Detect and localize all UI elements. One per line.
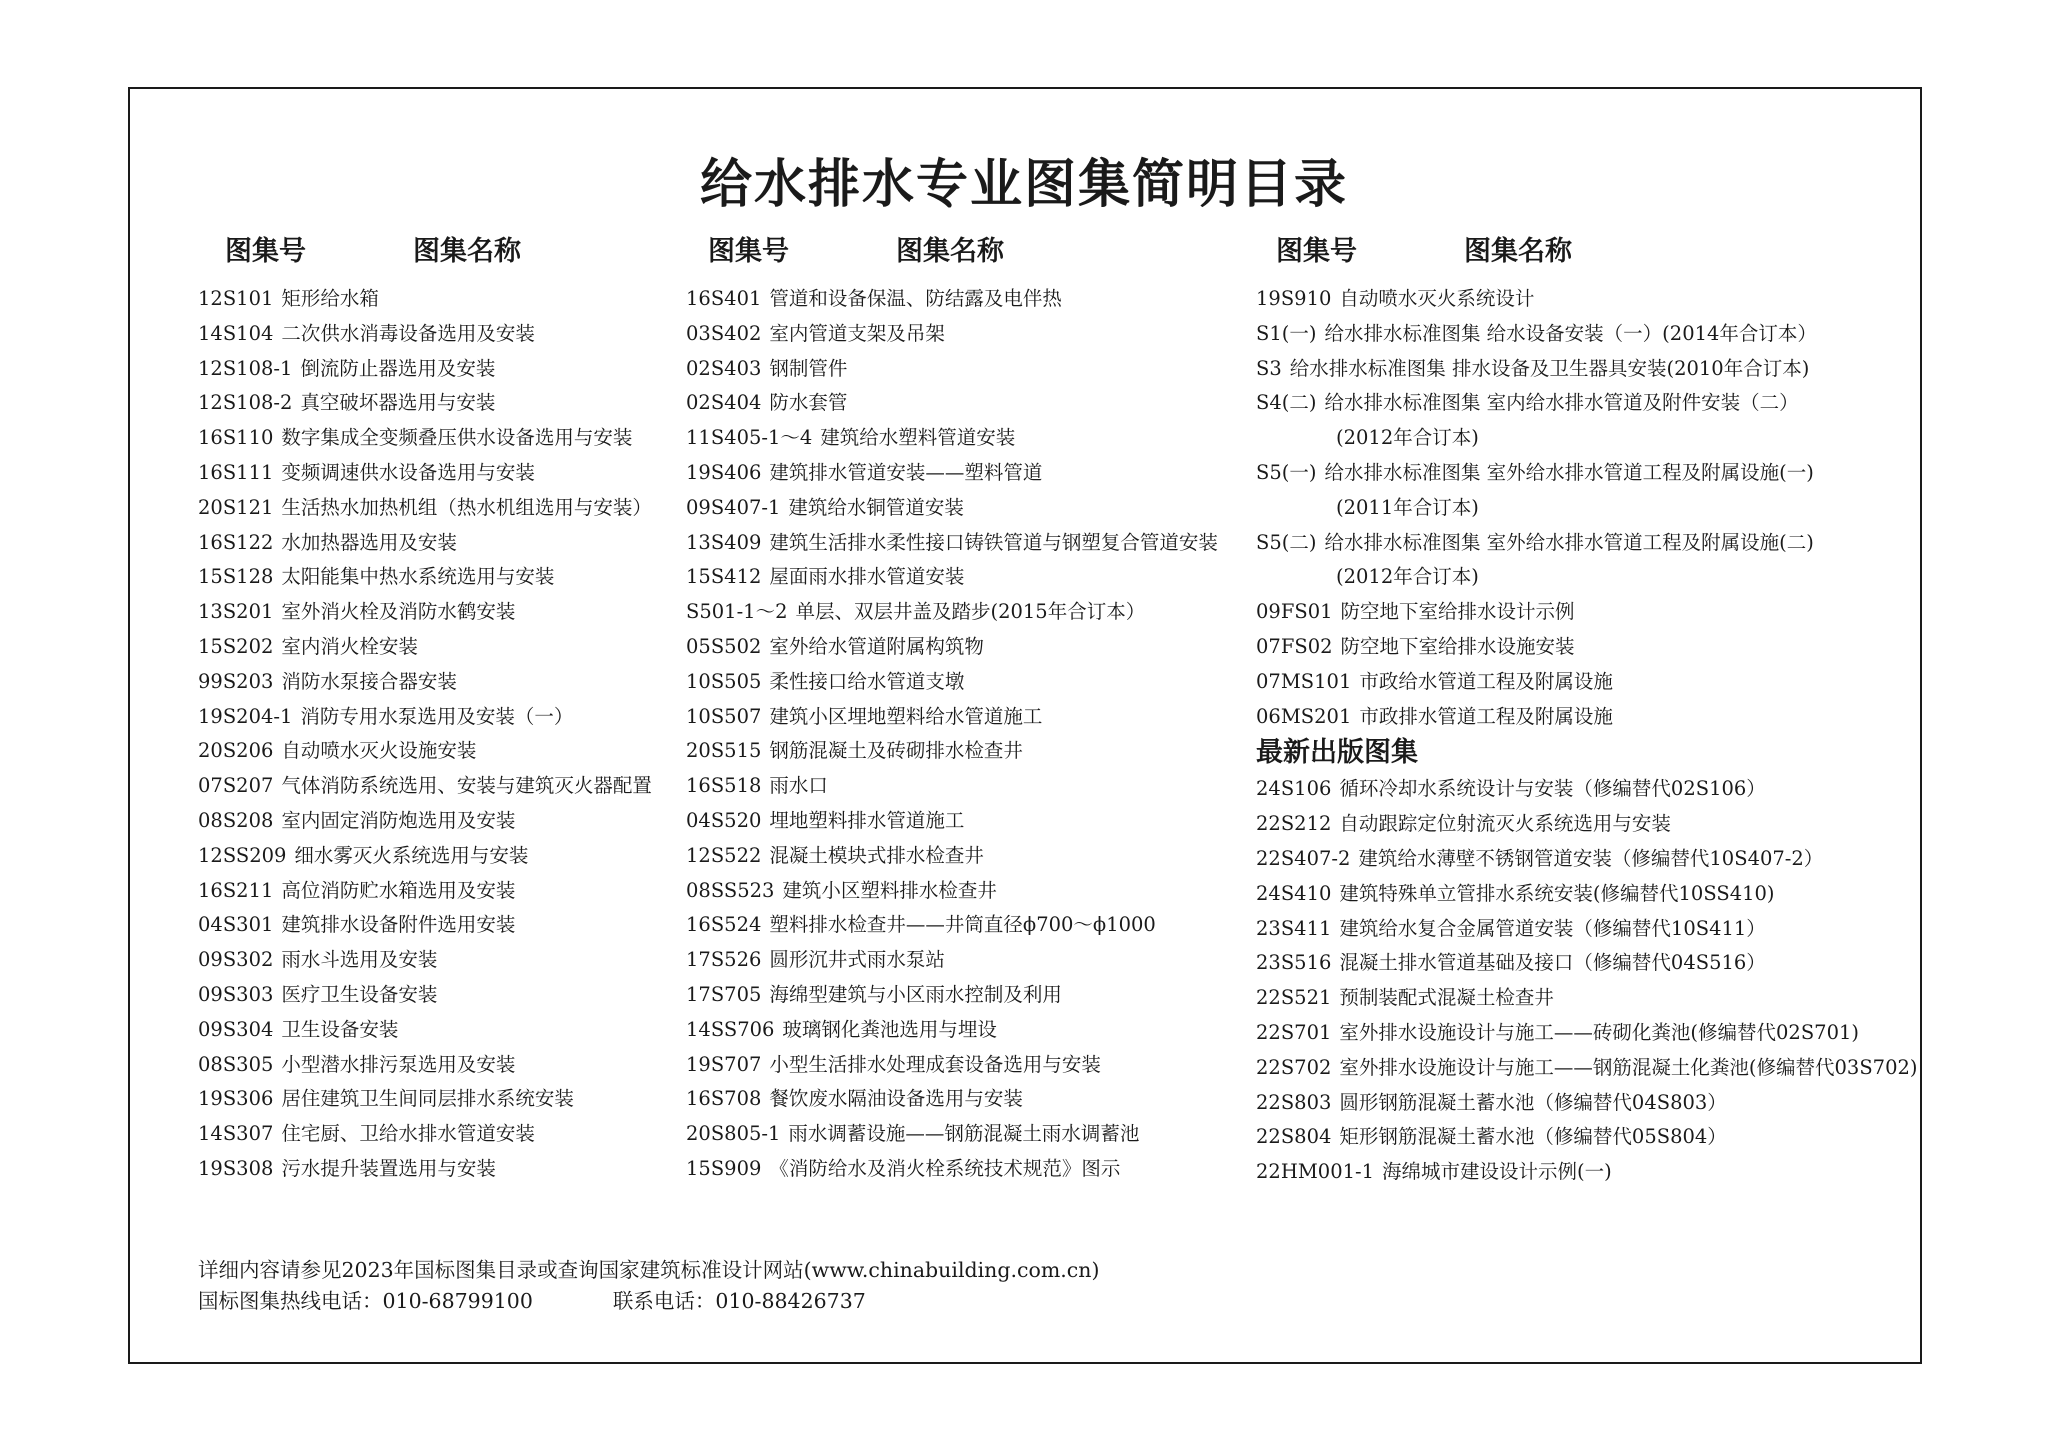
list-item bbox=[1256, 1155, 1918, 1190]
catalog-list bbox=[686, 282, 1218, 1187]
atlas-code: 16S211 bbox=[198, 878, 274, 902]
atlas-code: 22HM001-1 bbox=[1256, 1160, 1374, 1184]
atlas-code: 19S406 bbox=[686, 460, 762, 484]
list-item bbox=[686, 839, 1218, 874]
atlas-code: S5(一) bbox=[1256, 460, 1317, 484]
atlas-code: 19S707 bbox=[686, 1052, 762, 1076]
atlas-code: 16S110 bbox=[198, 426, 274, 450]
atlas-name: 高位消防贮水箱选用及安装 bbox=[281, 878, 516, 902]
footer-note: 详细内容请参见2023年国标图集目录或查询国家建筑标准设计网站(www.chinabuilding.com.cn) bbox=[198, 1258, 1100, 1282]
atlas-name: 给水排水标准图集 排水设备及卫生器具安装(2010年合订本) bbox=[1289, 356, 1810, 380]
atlas-name: 防空地下室给排水设计示例 bbox=[1340, 600, 1575, 624]
atlas-name: 卫生设备安装 bbox=[281, 1017, 399, 1041]
list-item bbox=[198, 978, 652, 1013]
atlas-name: 水加热器选用及安装 bbox=[281, 530, 457, 554]
atlas-name: 室内固定消防炮选用及安装 bbox=[281, 808, 516, 832]
atlas-name: 雨水斗选用及安装 bbox=[281, 948, 438, 972]
atlas-code: 10S507 bbox=[686, 704, 762, 728]
atlas-name: 室外给水管道附属构筑物 bbox=[769, 634, 984, 658]
list-item bbox=[1256, 560, 1918, 595]
list-item bbox=[686, 769, 1218, 804]
list-item bbox=[198, 943, 652, 978]
list-item bbox=[686, 456, 1218, 491]
atlas-name: 居住建筑卫生间同层排水系统安装 bbox=[281, 1087, 574, 1111]
atlas-name: 埋地塑料排水管道施工 bbox=[769, 808, 965, 832]
list-item bbox=[686, 1048, 1218, 1083]
atlas-code: 02S404 bbox=[686, 391, 762, 415]
atlas-code: 16S708 bbox=[686, 1087, 762, 1111]
atlas-code: 13S409 bbox=[686, 530, 762, 554]
list-item bbox=[1256, 352, 1918, 387]
list-item bbox=[686, 1117, 1218, 1152]
atlas-name: 建筑排水设备附件选用安装 bbox=[281, 913, 516, 937]
header-name-label: 图集名称 bbox=[413, 236, 521, 267]
atlas-code: 09S407-1 bbox=[686, 495, 781, 519]
new-publications-heading: 最新出版图集 bbox=[1256, 737, 1418, 769]
atlas-code: 23S516 bbox=[1256, 951, 1332, 975]
list-item bbox=[686, 560, 1218, 595]
atlas-code: 07MS101 bbox=[1256, 669, 1352, 693]
atlas-name: 变频调速供水设备选用与安装 bbox=[281, 460, 535, 484]
atlas-code: 03S402 bbox=[686, 321, 762, 345]
list-item bbox=[686, 491, 1218, 526]
atlas-name: 钢筋混凝土及砖砌排水检查井 bbox=[769, 739, 1023, 763]
atlas-name: 住宅厨、卫给水排水管道安装 bbox=[281, 1122, 535, 1146]
atlas-code: 09S302 bbox=[198, 948, 274, 972]
catalog-column-3 bbox=[1256, 232, 1918, 1190]
list-item bbox=[686, 734, 1218, 769]
atlas-code: S3 bbox=[1256, 356, 1282, 380]
catalog-list bbox=[198, 282, 652, 1187]
atlas-name: 建筑给水铜管道安装 bbox=[788, 495, 964, 519]
atlas-name: 建筑排水管道安装——塑料管道 bbox=[769, 460, 1043, 484]
atlas-name: 建筑给水塑料管道安装 bbox=[820, 426, 1016, 450]
atlas-name: 室外排水设施设计与施工——钢筋混凝土化粪池(修编替代03S702) bbox=[1339, 1055, 1918, 1079]
list-item bbox=[686, 526, 1218, 561]
list-item bbox=[198, 352, 652, 387]
atlas-code: 16S518 bbox=[686, 774, 762, 798]
atlas-code: 13S201 bbox=[198, 600, 274, 624]
atlas-name: 管道和设备保温、防结露及电伴热 bbox=[769, 287, 1062, 310]
atlas-code: 07S207 bbox=[198, 774, 274, 798]
atlas-name: (2011年合订本) bbox=[1336, 495, 1479, 519]
list-item bbox=[1256, 456, 1918, 491]
atlas-name: 雨水调蓄设施——钢筋混凝土雨水调蓄池 bbox=[788, 1122, 1140, 1146]
list-item bbox=[198, 526, 652, 561]
atlas-code: 11S405-1～4 bbox=[686, 426, 813, 450]
list-item bbox=[1256, 526, 1918, 561]
atlas-code: 22S407-2 bbox=[1256, 846, 1351, 870]
catalog-column-1 bbox=[198, 232, 652, 1187]
atlas-code: S501-1～2 bbox=[686, 600, 788, 624]
list-item bbox=[198, 874, 652, 909]
atlas-name: 室内消火栓安装 bbox=[281, 634, 418, 658]
list-item bbox=[1256, 282, 1918, 317]
list-item bbox=[1256, 421, 1918, 456]
atlas-code: 09FS01 bbox=[1256, 600, 1333, 624]
list-item bbox=[686, 874, 1218, 909]
atlas-name: 自动喷水灭火设施安装 bbox=[281, 739, 477, 763]
list-item bbox=[198, 665, 652, 700]
list-item bbox=[686, 804, 1218, 839]
atlas-code: 10S505 bbox=[686, 669, 762, 693]
list-item bbox=[686, 665, 1218, 700]
list-item bbox=[686, 352, 1218, 387]
list-item bbox=[1256, 807, 1918, 842]
list-item bbox=[686, 282, 1218, 317]
list-item bbox=[686, 1013, 1218, 1048]
column-header bbox=[198, 232, 652, 282]
atlas-code: 07FS02 bbox=[1256, 634, 1333, 658]
list-item bbox=[1256, 386, 1918, 421]
atlas-name: 矩形钢筋混凝土蓄水池（修编替代05S804） bbox=[1339, 1125, 1727, 1149]
atlas-name: 自动跟踪定位射流灭火系统选用与安装 bbox=[1339, 812, 1671, 836]
atlas-code: 12S522 bbox=[686, 843, 762, 867]
atlas-code: S4(二) bbox=[1256, 391, 1317, 415]
atlas-name: 太阳能集中热水系统选用与安装 bbox=[281, 565, 555, 589]
atlas-name: 给水排水标准图集 室外给水排水管道工程及附属设施(二) bbox=[1324, 530, 1814, 554]
list-item bbox=[1256, 946, 1918, 981]
list-item bbox=[198, 560, 652, 595]
list-item bbox=[198, 1117, 652, 1152]
atlas-name: 屋面雨水排水管道安装 bbox=[769, 565, 965, 589]
atlas-name: 玻璃钢化粪池选用与埋设 bbox=[782, 1017, 997, 1041]
atlas-name: 建筑生活排水柔性接口铸铁管道与钢塑复合管道安装 bbox=[769, 530, 1218, 554]
list-item bbox=[1256, 595, 1918, 630]
list-item bbox=[198, 317, 652, 352]
list-item bbox=[1256, 1016, 1918, 1051]
list-item bbox=[1256, 1051, 1918, 1086]
atlas-name: 海绵城市建设设计示例(一) bbox=[1382, 1160, 1612, 1184]
atlas-code: 02S403 bbox=[686, 356, 762, 380]
list-item bbox=[1256, 1086, 1918, 1121]
atlas-code: 12SS209 bbox=[198, 843, 287, 867]
list-item bbox=[686, 595, 1218, 630]
atlas-name: 二次供水消毒设备选用及安装 bbox=[281, 321, 535, 345]
list-item bbox=[686, 317, 1218, 352]
atlas-name: 消防专用水泵选用及安装（一） bbox=[300, 704, 574, 728]
list-item bbox=[198, 769, 652, 804]
atlas-name: (2012年合订本) bbox=[1336, 426, 1479, 450]
list-item bbox=[686, 978, 1218, 1013]
list-item bbox=[1256, 842, 1918, 877]
atlas-name: 细水雾灭火系统选用与安装 bbox=[294, 843, 529, 867]
list-item bbox=[686, 908, 1218, 943]
atlas-name: 小型生活排水处理成套设备选用与安装 bbox=[769, 1052, 1101, 1076]
atlas-name: 室内管道支架及吊架 bbox=[769, 321, 945, 345]
atlas-name: 钢制管件 bbox=[769, 356, 848, 380]
list-item bbox=[1256, 700, 1918, 735]
list-item bbox=[1256, 491, 1918, 526]
list-item bbox=[198, 421, 652, 456]
footer bbox=[198, 1255, 1099, 1317]
atlas-code: S5(二) bbox=[1256, 530, 1317, 554]
atlas-name: 消防水泵接合器安装 bbox=[281, 669, 457, 693]
atlas-code: 22S521 bbox=[1256, 986, 1332, 1010]
atlas-code: 16S401 bbox=[686, 287, 762, 310]
list-item bbox=[198, 630, 652, 665]
atlas-name: 建筑小区塑料排水检查井 bbox=[782, 878, 997, 902]
list-item bbox=[198, 734, 652, 769]
atlas-name: 给水排水标准图集 给水设备安装（一）(2014年合订本） bbox=[1324, 321, 1817, 345]
atlas-code: 09S303 bbox=[198, 982, 274, 1006]
atlas-name: 市政排水管道工程及附属设施 bbox=[1359, 704, 1613, 728]
atlas-name: 建筑给水复合金属管道安装（修编替代10S411） bbox=[1339, 916, 1766, 940]
list-item bbox=[198, 700, 652, 735]
atlas-code: 22S804 bbox=[1256, 1125, 1332, 1149]
catalog-column-2 bbox=[686, 232, 1218, 1187]
atlas-code: 22S702 bbox=[1256, 1055, 1332, 1079]
list-item bbox=[686, 630, 1218, 665]
atlas-name: 循环冷却水系统设计与安装（修编替代02S106） bbox=[1339, 777, 1766, 801]
atlas-code: 14SS706 bbox=[686, 1017, 775, 1041]
atlas-name: 生活热水加热机组（热水机组选用与安装） bbox=[281, 495, 652, 519]
list-item bbox=[198, 282, 652, 317]
list-item bbox=[198, 1082, 652, 1117]
list-item bbox=[198, 456, 652, 491]
atlas-name: 混凝土排水管道基础及接口（修编替代04S516） bbox=[1339, 951, 1766, 975]
list-item bbox=[198, 595, 652, 630]
atlas-code: 20S515 bbox=[686, 739, 762, 763]
list-item bbox=[198, 386, 652, 421]
atlas-code: 16S524 bbox=[686, 913, 762, 937]
atlas-code: 24S106 bbox=[1256, 777, 1332, 801]
atlas-name: 餐饮废水隔油设备选用与安装 bbox=[769, 1087, 1023, 1111]
column-header bbox=[686, 232, 1218, 282]
atlas-code: 09S304 bbox=[198, 1017, 274, 1041]
atlas-name: 污水提升装置选用与安装 bbox=[281, 1156, 496, 1180]
atlas-name: 《消防给水及消火栓系统技术规范》图示 bbox=[769, 1156, 1121, 1180]
atlas-code: 16S122 bbox=[198, 530, 274, 554]
list-item bbox=[1256, 665, 1918, 700]
atlas-name: 混凝土模块式排水检查井 bbox=[769, 843, 984, 867]
atlas-code: 15S412 bbox=[686, 565, 762, 589]
atlas-name: 塑料排水检查井——井筒直径ϕ700～ϕ1000 bbox=[769, 913, 1156, 937]
atlas-name: 室外消火栓及消防水鹤安装 bbox=[281, 600, 516, 624]
new-publications-list bbox=[1256, 772, 1918, 1190]
atlas-name: 小型潜水排污泵选用及安装 bbox=[281, 1052, 516, 1076]
atlas-name: 自动喷水灭火系统设计 bbox=[1339, 287, 1535, 310]
list-item bbox=[198, 1152, 652, 1187]
page-title: 给水排水专业图集简明目录 bbox=[699, 155, 1348, 215]
atlas-name: 市政给水管道工程及附属设施 bbox=[1359, 669, 1613, 693]
column-header bbox=[1256, 232, 1918, 282]
header-name-label: 图集名称 bbox=[1464, 236, 1572, 267]
atlas-code: 05S502 bbox=[686, 634, 762, 658]
list-item bbox=[198, 1013, 652, 1048]
list-item bbox=[1256, 912, 1918, 947]
atlas-code: 06MS201 bbox=[1256, 704, 1352, 728]
atlas-name: 防水套管 bbox=[769, 391, 848, 415]
atlas-name: 真空破坏器选用与安装 bbox=[300, 391, 496, 415]
list-item bbox=[686, 943, 1218, 978]
list-item bbox=[198, 839, 652, 874]
atlas-code: 19S308 bbox=[198, 1156, 274, 1180]
atlas-code: 17S526 bbox=[686, 948, 762, 972]
atlas-code: S1(一) bbox=[1256, 321, 1317, 345]
atlas-code: 17S705 bbox=[686, 982, 762, 1006]
atlas-name: 建筑特殊单立管排水系统安装(修编替代10SS410) bbox=[1339, 881, 1775, 905]
list-item bbox=[198, 908, 652, 943]
atlas-code: 19S204-1 bbox=[198, 704, 293, 728]
atlas-code: 20S206 bbox=[198, 739, 274, 763]
atlas-code: 19S910 bbox=[1256, 287, 1332, 310]
header-name-label: 图集名称 bbox=[896, 236, 1004, 267]
atlas-name: 圆形钢筋混凝土蓄水池（修编替代04S803） bbox=[1339, 1090, 1727, 1114]
atlas-code: 22S803 bbox=[1256, 1090, 1332, 1114]
list-item bbox=[686, 700, 1218, 735]
atlas-code: 12S108-2 bbox=[198, 391, 293, 415]
atlas-name: 防空地下室给排水设施安装 bbox=[1340, 634, 1575, 658]
atlas-name: 数字集成全变频叠压供水设备选用与安装 bbox=[281, 426, 633, 450]
list-item bbox=[198, 491, 652, 526]
atlas-code: 23S411 bbox=[1256, 916, 1332, 940]
list-item bbox=[1256, 772, 1918, 807]
catalog-list bbox=[1256, 282, 1918, 734]
atlas-code: 14S104 bbox=[198, 321, 274, 345]
atlas-code: 99S203 bbox=[198, 669, 274, 693]
atlas-code: 19S306 bbox=[198, 1087, 274, 1111]
atlas-name: 圆形沉井式雨水泵站 bbox=[769, 948, 945, 972]
atlas-code: 12S101 bbox=[198, 287, 274, 310]
atlas-name: 倒流防止器选用及安装 bbox=[300, 356, 496, 380]
list-item bbox=[198, 804, 652, 839]
atlas-code: 08SS523 bbox=[686, 878, 775, 902]
header-code-label: 图集号 bbox=[1276, 236, 1357, 267]
atlas-name: 气体消防系统选用、安装与建筑灭火器配置 bbox=[281, 774, 652, 798]
atlas-name: 建筑给水薄壁不锈钢管道安装（修编替代10S407-2） bbox=[1358, 846, 1824, 870]
list-item bbox=[686, 1082, 1218, 1117]
atlas-name: 建筑小区埋地塑料给水管道施工 bbox=[769, 704, 1043, 728]
atlas-code: 14S307 bbox=[198, 1122, 274, 1146]
atlas-code: 08S305 bbox=[198, 1052, 274, 1076]
atlas-code: 22S212 bbox=[1256, 812, 1332, 836]
atlas-code: 04S520 bbox=[686, 808, 762, 832]
atlas-name: 雨水口 bbox=[769, 774, 828, 798]
list-item bbox=[1256, 630, 1918, 665]
atlas-name: 柔性接口给水管道支墩 bbox=[769, 669, 965, 693]
atlas-code: 15S909 bbox=[686, 1156, 762, 1180]
atlas-code: 20S805-1 bbox=[686, 1122, 781, 1146]
atlas-code: 15S128 bbox=[198, 565, 274, 589]
atlas-name: 给水排水标准图集 室内给水排水管道及附件安装（二） bbox=[1324, 391, 1799, 415]
atlas-name: 海绵型建筑与小区雨水控制及利用 bbox=[769, 982, 1062, 1006]
atlas-name: 矩形给水箱 bbox=[281, 287, 379, 310]
list-item bbox=[686, 1152, 1218, 1187]
atlas-code: 20S121 bbox=[198, 495, 274, 519]
atlas-code: 16S111 bbox=[198, 460, 274, 484]
list-item bbox=[1256, 317, 1918, 352]
atlas-name: 给水排水标准图集 室外给水排水管道工程及附属设施(一) bbox=[1324, 460, 1814, 484]
header-code-label: 图集号 bbox=[225, 236, 306, 267]
atlas-code: 04S301 bbox=[198, 913, 274, 937]
list-item bbox=[686, 421, 1218, 456]
list-item bbox=[1256, 877, 1918, 912]
contact-phone: 联系电话：010-88426737 bbox=[612, 1289, 866, 1313]
atlas-name: 单层、双层井盖及踏步(2015年合订本） bbox=[795, 600, 1146, 624]
atlas-code: 24S410 bbox=[1256, 881, 1332, 905]
atlas-code: 08S208 bbox=[198, 808, 274, 832]
atlas-name: (2012年合订本) bbox=[1336, 565, 1479, 589]
atlas-name: 医疗卫生设备安装 bbox=[281, 982, 438, 1006]
atlas-name: 预制装配式混凝土检查井 bbox=[1339, 986, 1554, 1010]
hotline-phone: 国标图集热线电话：010-68799100 bbox=[198, 1289, 533, 1313]
list-item bbox=[1256, 981, 1918, 1016]
list-item bbox=[686, 386, 1218, 421]
atlas-name: 室外排水设施设计与施工——砖砌化粪池(修编替代02S701) bbox=[1339, 1020, 1860, 1044]
list-item bbox=[198, 1048, 652, 1083]
atlas-code: 15S202 bbox=[198, 634, 274, 658]
atlas-code: 12S108-1 bbox=[198, 356, 293, 380]
atlas-code: 22S701 bbox=[1256, 1020, 1332, 1044]
header-code-label: 图集号 bbox=[708, 236, 789, 267]
list-item bbox=[1256, 1120, 1918, 1155]
